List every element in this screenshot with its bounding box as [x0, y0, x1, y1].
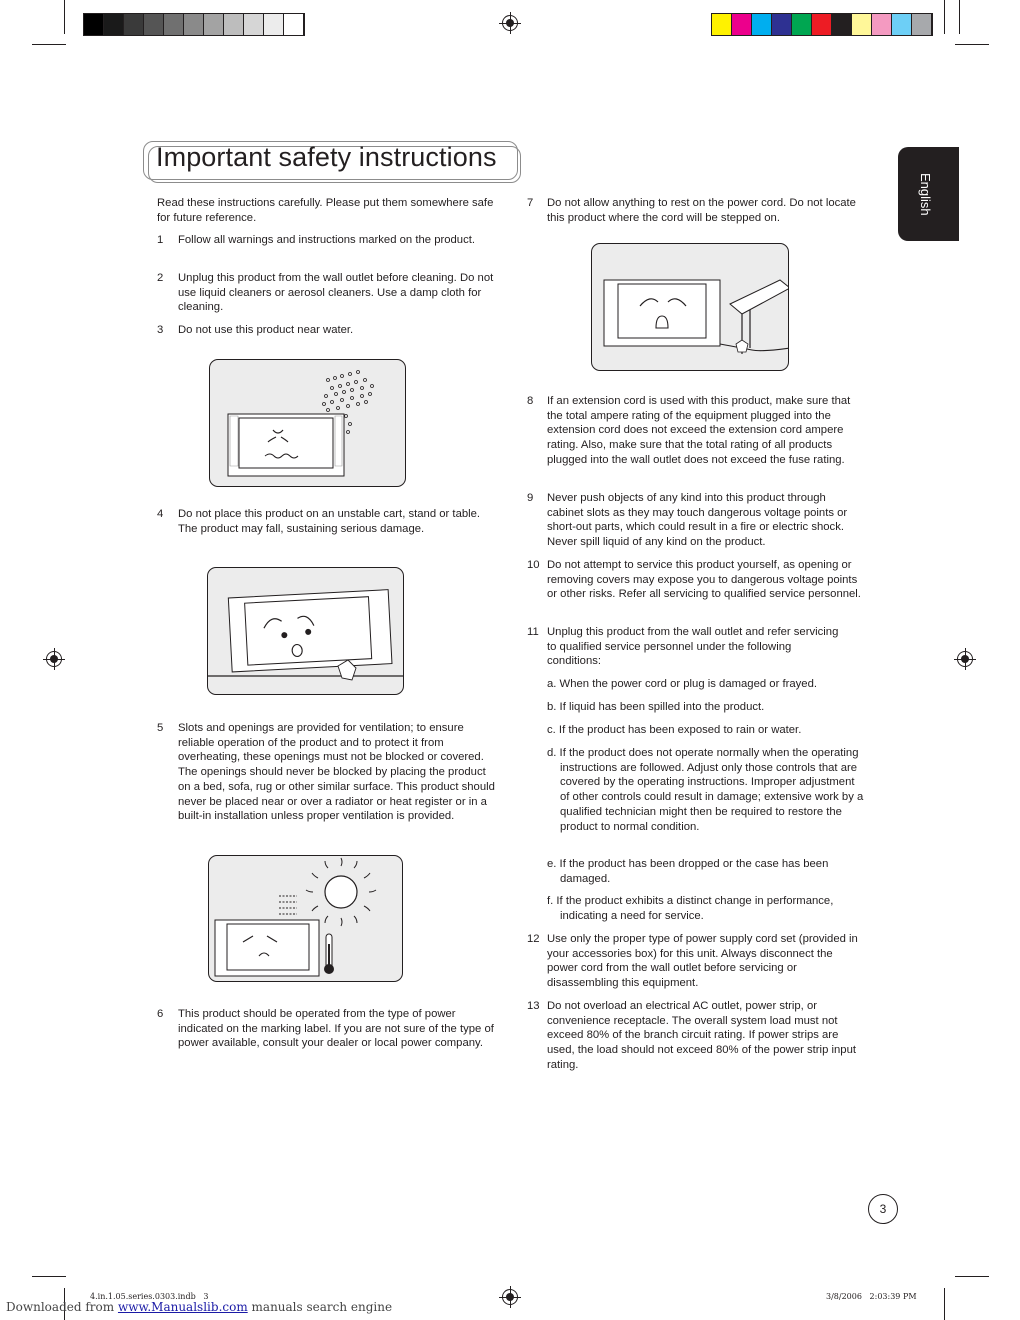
unstable-surface-illustration: [207, 567, 404, 695]
color-swatch: [772, 14, 792, 35]
condition-e: e. If the product has been dropped or the case has been damaged.: [547, 858, 829, 885]
water-warning-illustration: [209, 359, 406, 487]
color-swatch: [732, 14, 752, 35]
item-number: 8: [527, 395, 534, 407]
gray-swatch: [104, 14, 124, 35]
color-swatch: [792, 14, 812, 35]
item-text: Do not use this product near water.: [178, 324, 354, 336]
condition-d: d. If the product does not operate normally when the operating instructions are followed. Adjust only those controls that are covered by the operating instructions. Improper adjustment of other controls could result in damage; extensive work by a qualified technician might then be required to restore the product to normal condition.: [547, 747, 864, 833]
footer-file-name: 4.in.1.05.series.0303.indb 3: [90, 1292, 209, 1301]
condition-b: b. If liquid has been spilled into the product.: [547, 701, 765, 713]
item-text: If an extension cord is used with this product, make sure that the total ampere rating of the equipment plugged into the extension cord does not exceed the extension cord ampere rating. Also, make sure that the total rating of all products plugged into the wall outlet does not exceed the fuse rating.: [547, 395, 851, 466]
process-color-bar: [711, 13, 933, 36]
color-swatch: [912, 14, 932, 35]
crop-mark: [32, 1276, 66, 1277]
item-text: This product should be operated from the type of power indicated on the marking label. If you are not sure of the type of power available, consult your dealer or local power company.: [178, 1008, 494, 1050]
language-tab-label: English: [918, 173, 933, 216]
registration-mark-icon: [502, 15, 518, 31]
gray-swatch: [284, 14, 304, 35]
download-credit: [6, 1300, 392, 1314]
item-text: Slots and openings are provided for ventilation; to ensure reliable operation of the product and to protect it from overheating, these openings must not be blocked or covered. The openings should never be blocked by placing the product on a bed, sofa, rug or other similar surface. This product should never be placed near or over a radiator or heat register or in a built-in installation unless proper ventilation is provided.: [178, 722, 495, 823]
gray-swatch: [264, 14, 284, 35]
color-swatch: [712, 14, 732, 35]
item-number: 2: [157, 272, 164, 284]
crop-mark: [64, 0, 65, 34]
item-number: 11: [527, 626, 539, 638]
gray-swatch: [164, 14, 184, 35]
color-swatch: [752, 14, 772, 35]
item-text: Do not overload an electrical AC outlet, power strip, or convenience receptacle. The overall system load must not exceed 80% of the branch circuit rating. If power strips are used, the load should not exceed 80% of the power strip input rating.: [547, 1000, 856, 1071]
color-swatch: [852, 14, 872, 35]
footer-timestamp: 3/8/2006 2:03:39 PM: [826, 1292, 917, 1301]
grayscale-color-bar: [83, 13, 305, 36]
item-text: Do not allow anything to rest on the power cord. Do not locate this product where the cord will be stepped on.: [547, 197, 856, 224]
item-number: 10: [527, 559, 540, 571]
item-text: Use only the proper type of power supply cord set (provided in your accessories box) for this unit. Always disconnect the power cord from the wall outlet before servicing or disassembling this equipment.: [547, 933, 858, 990]
crop-mark: [955, 1276, 989, 1277]
registration-mark-icon: [957, 651, 973, 667]
crop-mark: [955, 44, 989, 45]
crop-mark: [944, 0, 945, 34]
item-number: 1: [157, 234, 164, 246]
heat-warning-illustration: [208, 855, 403, 982]
item-text: Follow all warnings and instructions marked on the product.: [178, 234, 476, 246]
gray-swatch: [204, 14, 224, 35]
color-swatch: [892, 14, 912, 35]
item-number: 9: [527, 492, 534, 504]
gray-swatch: [244, 14, 264, 35]
intro-text: Read these instructions carefully. Please put them somewhere safe for future reference.: [157, 197, 494, 224]
page-title: Important safety instructions: [156, 142, 497, 172]
item-text: Never push objects of any kind into this product through cabinet slots as they may touch dangerous voltage points or short-out parts, which could result in a fire or electric shock. Never spill liquid of any kind on the product.: [547, 492, 848, 549]
color-swatch: [872, 14, 892, 35]
gray-swatch: [144, 14, 164, 35]
item-text: Do not place this product on an unstable cart, stand or table. The product may fall, sustaining serious damage.: [178, 508, 481, 535]
item-number: 3: [157, 324, 164, 336]
item-text: Unplug this product from the wall outlet before cleaning. Do not use liquid cleaners or aerosol cleaners. Use a damp cloth for cleaning.: [178, 272, 494, 314]
condition-c: c. If the product has been exposed to rain or water.: [547, 724, 802, 736]
item-number: 4: [157, 508, 164, 520]
item-text: Unplug this product from the wall outlet and refer servicing to qualified service personnel under the following conditions:: [547, 626, 839, 668]
color-swatch: [812, 14, 832, 35]
item-number: 12: [527, 933, 540, 945]
download-credit-prefix: Downloaded from: [6, 1300, 115, 1314]
gray-swatch: [224, 14, 244, 35]
crop-mark: [959, 0, 960, 34]
item-number: 13: [527, 1000, 540, 1012]
crop-mark: [944, 1288, 945, 1320]
color-swatch: [832, 14, 852, 35]
gray-swatch: [84, 14, 104, 35]
manualslib-link[interactable]: www.Manualslib.com: [117, 1300, 248, 1314]
crop-mark: [32, 44, 66, 45]
item-number: 6: [157, 1008, 164, 1020]
condition-f: f. If the product exhibits a distinct change in performance, indicating a need for service.: [547, 895, 834, 922]
condition-a: a. When the power cord or plug is damaged or frayed.: [547, 678, 818, 690]
gray-swatch: [184, 14, 204, 35]
item-number: 7: [527, 197, 534, 209]
registration-mark-icon: [46, 651, 62, 667]
registration-mark-icon: [502, 1289, 518, 1305]
item-number: 5: [157, 722, 164, 734]
gray-swatch: [124, 14, 144, 35]
page-number: 3: [868, 1194, 898, 1224]
power-cord-illustration: [591, 243, 789, 371]
download-credit-suffix: manuals search engine: [251, 1300, 393, 1314]
item-text: Do not attempt to service this product yourself, as opening or removing covers may expose you to dangerous voltage points or other risks. Refer all servicing to qualified service personnel.: [547, 559, 861, 601]
